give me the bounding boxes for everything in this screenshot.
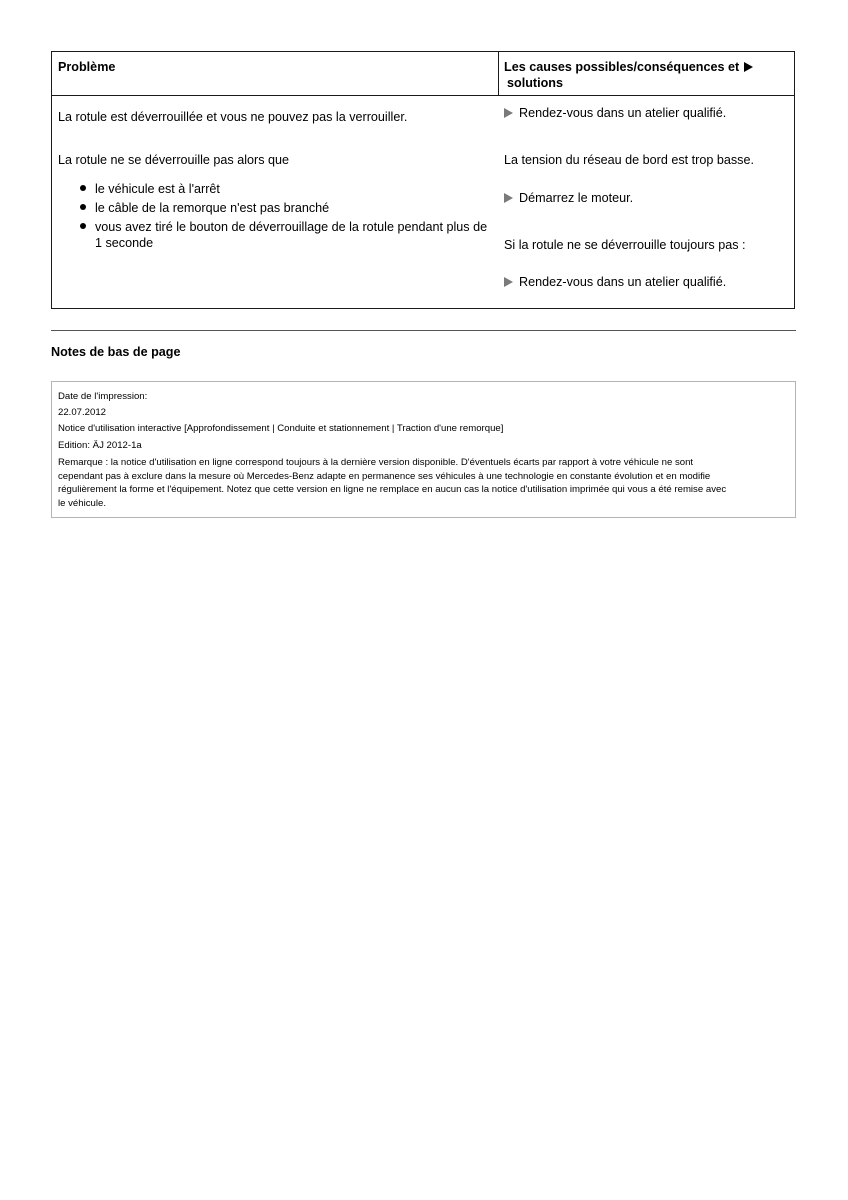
notice-path: Notice d'utilisation interactive [Approfondissement | Conduite et stationnement | Traction d'une remorque] — [58, 423, 504, 434]
edition: Edition: ÄJ 2012-1a — [58, 440, 142, 451]
bullet-icon — [80, 204, 86, 210]
print-label: Date de l'impression: — [58, 391, 148, 402]
row1-solution — [504, 105, 726, 121]
footnotes-title: Notes de bas de page — [51, 345, 181, 359]
header-separator — [52, 95, 794, 96]
row2-action-1 — [504, 190, 633, 206]
arrow-right-icon — [504, 193, 513, 203]
trouble-table — [51, 51, 795, 309]
header-causes — [504, 59, 753, 75]
footnotes-box — [51, 381, 796, 518]
header-solutions: solutions — [507, 76, 563, 90]
column-separator — [498, 52, 499, 95]
condition-3-cont: 1 seconde — [95, 236, 154, 250]
row1-solution-text: Rendez-vous dans un atelier qualifié. — [519, 106, 727, 120]
print-date: 22.07.2012 — [58, 407, 107, 418]
row2-action-2 — [504, 274, 726, 290]
row1-problem: La rotule est déverrouillée et vous ne pouvez pas la verrouiller. — [58, 110, 408, 124]
row2-problem: La rotule ne se déverrouille pas alors que — [58, 153, 290, 167]
condition-3: vous avez tiré le bouton de déverrouillage de la rotule pendant plus de — [95, 220, 488, 234]
arrow-right-icon — [504, 277, 513, 287]
arrow-right-icon — [504, 108, 513, 118]
row2-action-2-text: Rendez-vous dans un atelier qualifié. — [519, 275, 727, 289]
condition-1: le véhicule est à l'arrêt — [95, 182, 220, 196]
header-problem: Problème — [58, 60, 116, 74]
row2-cause: La tension du réseau de bord est trop basse. — [504, 153, 754, 167]
remark-line-3: régulièrement la forme et l'équipement. Notez que cette version en ligne ne remplace en aucun cas la notice d'utilisation imprimée qui vous a été remise avec — [58, 484, 727, 495]
remark-line-1: Remarque : la notice d'utilisation en ligne correspond toujours à la dernière version disponible. D'éventuels écarts par rapport à votre véhicule ne sont — [58, 457, 694, 468]
condition-2: le câble de la remorque n'est pas branché — [95, 201, 330, 215]
row2-followup: Si la rotule ne se déverrouille toujours pas : — [504, 238, 746, 252]
section-divider — [51, 330, 796, 331]
arrow-right-icon — [744, 62, 753, 72]
remark-line-4: le véhicule. — [58, 497, 106, 509]
row2-action-1-text: Démarrez le moteur. — [519, 191, 634, 205]
bullet-icon — [80, 223, 86, 229]
bullet-icon — [80, 185, 86, 191]
remark-line-2: cependant pas à exclure dans la mesure où Mercedes-Benz adapte en permanence ses véhicules à une technologie en constante évolution et en modifie — [58, 470, 711, 482]
header-causes-label: Les causes possibles/conséquences et — [504, 60, 740, 74]
